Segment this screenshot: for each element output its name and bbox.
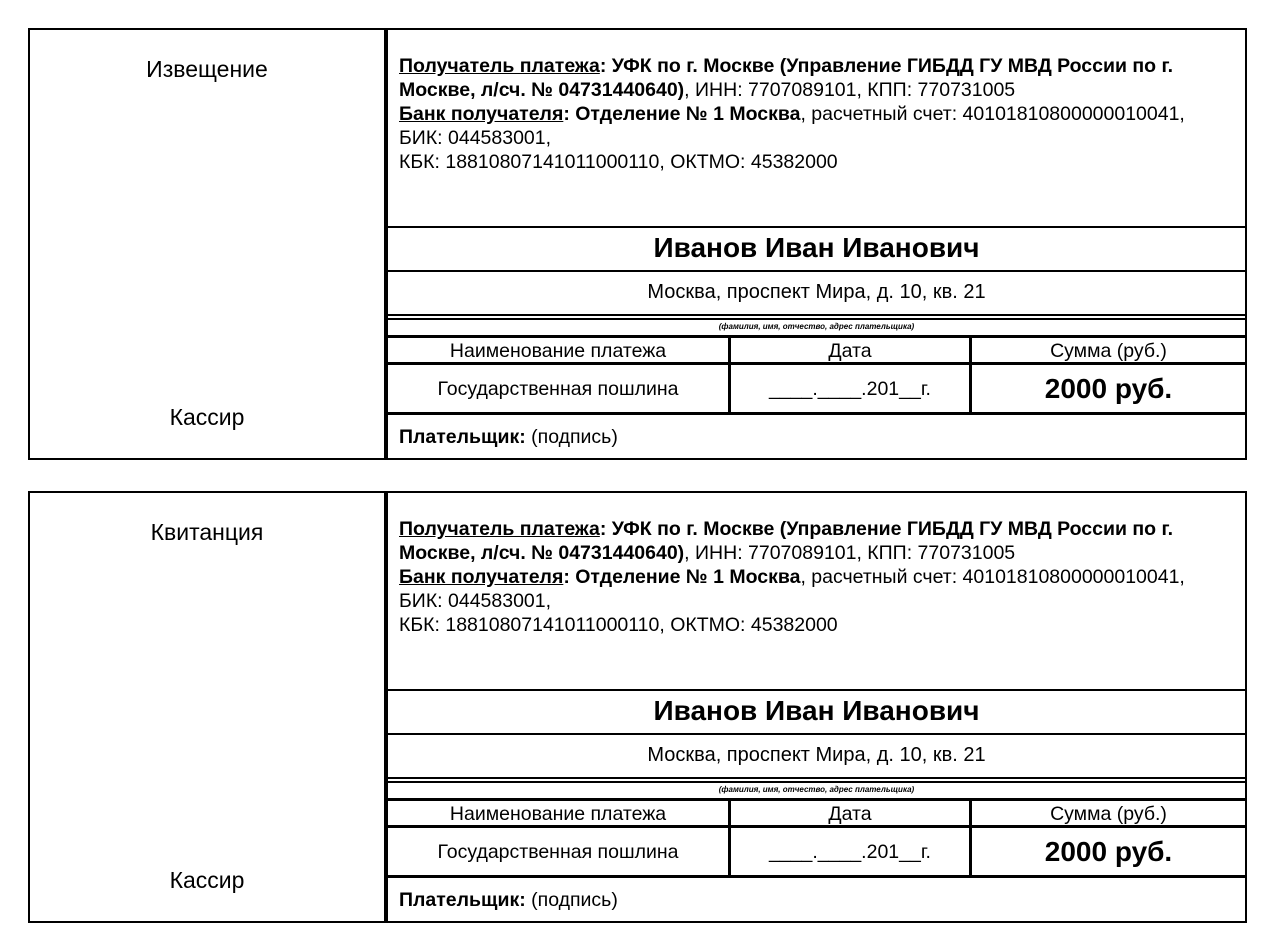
bank-label: Банк получателя <box>399 566 564 588</box>
payment-name-cell: Государственная пошлина <box>388 365 728 415</box>
payment-notice <box>28 28 1247 460</box>
notice-right-column <box>388 30 1245 458</box>
bank-colon: : <box>563 103 570 125</box>
payer-name: Иванов Иван Иванович <box>388 228 1245 272</box>
payment-table <box>388 338 1245 415</box>
recipient-details <box>388 493 1245 691</box>
cashier-label: Кассир <box>169 404 245 430</box>
recipient-label: Получатель платежа <box>399 518 600 540</box>
receipt-right-column <box>388 493 1245 921</box>
bank-account: , расчетный счет: 40101810800000010041, БИК: 044583001, <box>399 566 1185 612</box>
column-header-date: Дата <box>728 801 969 828</box>
receipt-title: Квитанция <box>150 519 264 545</box>
recipient-name: УФК по г. Москве (Управление ГИБДД ГУ МВД России по г. Москве, л/сч. № 04731440640) <box>399 518 1174 564</box>
bank-colon: : <box>563 566 570 588</box>
signature-label: Плательщик: <box>399 889 526 911</box>
bank-name: Отделение № 1 Москва <box>569 566 801 588</box>
recipient-inn-kpp: , ИНН: 7707089101, КПП: 770731005 <box>684 79 1016 101</box>
payment-table <box>388 801 1245 878</box>
bank-name: Отделение № 1 Москва <box>569 103 801 125</box>
signature-hint: (подпись) <box>525 426 618 448</box>
column-header-payment-name: Наименование платежа <box>388 338 728 365</box>
signature-hint: (подпись) <box>525 889 618 911</box>
column-header-amount: Сумма (руб.) <box>969 338 1245 365</box>
notice-title: Извещение <box>146 56 268 82</box>
kbk-oktmo: КБК: 18810807141011000110, ОКТМО: 45382000 <box>399 614 838 636</box>
recipient-name: УФК по г. Москве (Управление ГИБДД ГУ МВД России по г. Москве, л/сч. № 04731440640) <box>399 55 1174 101</box>
payment-date-cell: ____.____.201__г. <box>728 828 969 878</box>
recipient-details <box>388 30 1245 228</box>
payment-date-cell: ____.____.201__г. <box>728 365 969 415</box>
payer-address: Москва, проспект Мира, д. 10, кв. 21 <box>388 735 1245 779</box>
recipient-colon: : <box>599 55 607 77</box>
recipient-colon: : <box>599 518 607 540</box>
column-header-date: Дата <box>728 338 969 365</box>
recipient-label: Получатель платежа <box>399 55 600 77</box>
column-header-payment-name: Наименование платежа <box>388 801 728 828</box>
payer-caption: (фамилия, имя, отчество, адрес плательщика) <box>388 318 1245 338</box>
payment-amount-cell: 2000 руб. <box>969 365 1245 415</box>
payment-receipt <box>28 491 1247 923</box>
payer-signature-row <box>388 878 1245 923</box>
payer-address: Москва, проспект Мира, д. 10, кв. 21 <box>388 272 1245 316</box>
payer-name: Иванов Иван Иванович <box>388 691 1245 735</box>
kbk-oktmo: КБК: 18810807141011000110, ОКТМО: 45382000 <box>399 151 838 173</box>
column-header-amount: Сумма (руб.) <box>969 801 1245 828</box>
payer-caption: (фамилия, имя, отчество, адрес плательщика) <box>388 781 1245 801</box>
payment-name-cell: Государственная пошлина <box>388 828 728 878</box>
bank-label: Банк получателя <box>399 103 564 125</box>
receipt-left-column <box>30 493 388 921</box>
payer-signature-row <box>388 415 1245 460</box>
cashier-label: Кассир <box>169 867 245 893</box>
payment-amount-cell: 2000 руб. <box>969 828 1245 878</box>
bank-account: , расчетный счет: 40101810800000010041, БИК: 044583001, <box>399 103 1185 149</box>
recipient-inn-kpp: , ИНН: 7707089101, КПП: 770731005 <box>684 542 1016 564</box>
notice-left-column <box>30 30 388 458</box>
signature-label: Плательщик: <box>399 426 526 448</box>
